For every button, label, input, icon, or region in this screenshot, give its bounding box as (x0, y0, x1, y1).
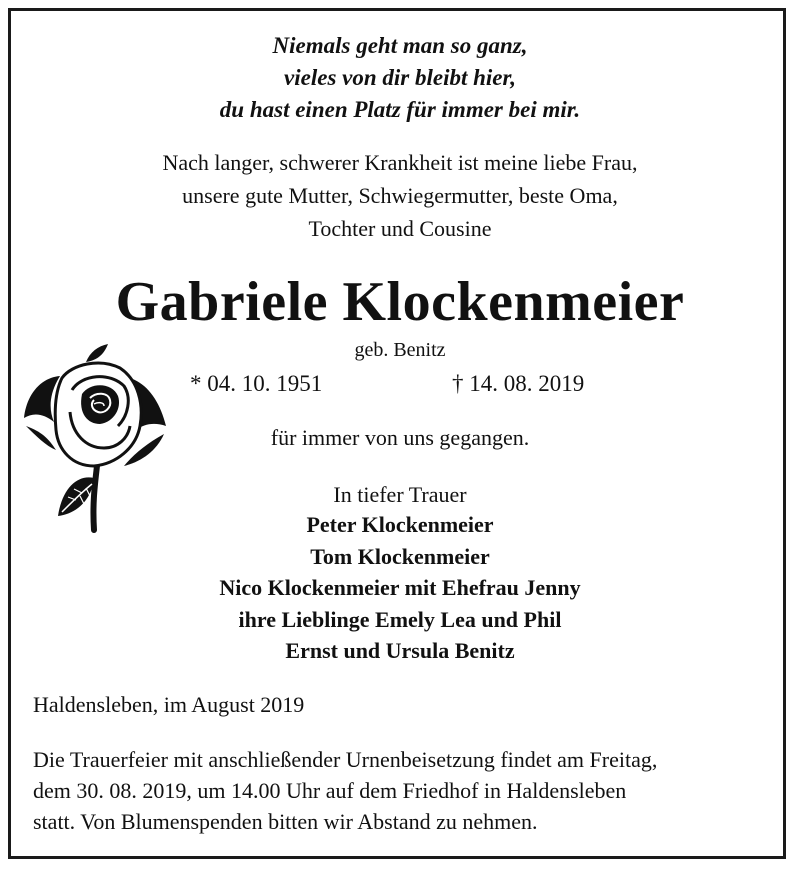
poem-line: du hast einen Platz für immer bei mir. (219, 97, 581, 122)
mourner-name: Nico Klockenmeier mit Ehefrau Jenny (219, 575, 581, 600)
notice-line: Die Trauerfeier mit anschließender Urnenbeisetzung findet am Freitag, (33, 747, 658, 772)
intro-line: unsere gute Mutter, Schwiegermutter, beste Oma, (182, 183, 618, 208)
intro-line: Nach langer, schwerer Krankheit ist meine liebe Frau, (162, 150, 638, 175)
deceased-name: Gabriele Klockenmeier (115, 271, 685, 333)
poem-line: vieles von dir bleibt hier, (284, 65, 516, 90)
notice-line: dem 30. 08. 2019, um 14.00 Uhr auf dem Friedhof in Haldensleben (33, 778, 627, 803)
intro-text (0, 146, 800, 245)
notice-line: statt. Von Blumenspenden bitten wir Abstand zu nehmen. (33, 809, 538, 834)
birth-date: * 04. 10. 1951 (190, 371, 323, 396)
poem (0, 30, 800, 126)
poem-line: Niemals geht man so ganz, (272, 33, 528, 58)
maiden-name: geb. Benitz (354, 339, 446, 361)
mourning-heading: In tiefer Trauer (333, 482, 467, 507)
mourner-name: ihre Lieblinge Emely Lea und Phil (238, 606, 562, 632)
mourner-name: Ernst und Ursula Benitz (285, 638, 515, 663)
passed-text: für immer von uns gegangen. (270, 425, 530, 450)
funeral-notice (33, 744, 768, 837)
mourner-name: Tom Klockenmeier (310, 543, 490, 569)
intro-line: Tochter und Cousine (308, 216, 492, 241)
place-date: Haldensleben, im August 2019 (33, 692, 305, 717)
mourners-list (0, 509, 800, 667)
mourner-name: Peter Klockenmeier (306, 512, 494, 537)
death-date: † 14. 08. 2019 (452, 371, 585, 396)
